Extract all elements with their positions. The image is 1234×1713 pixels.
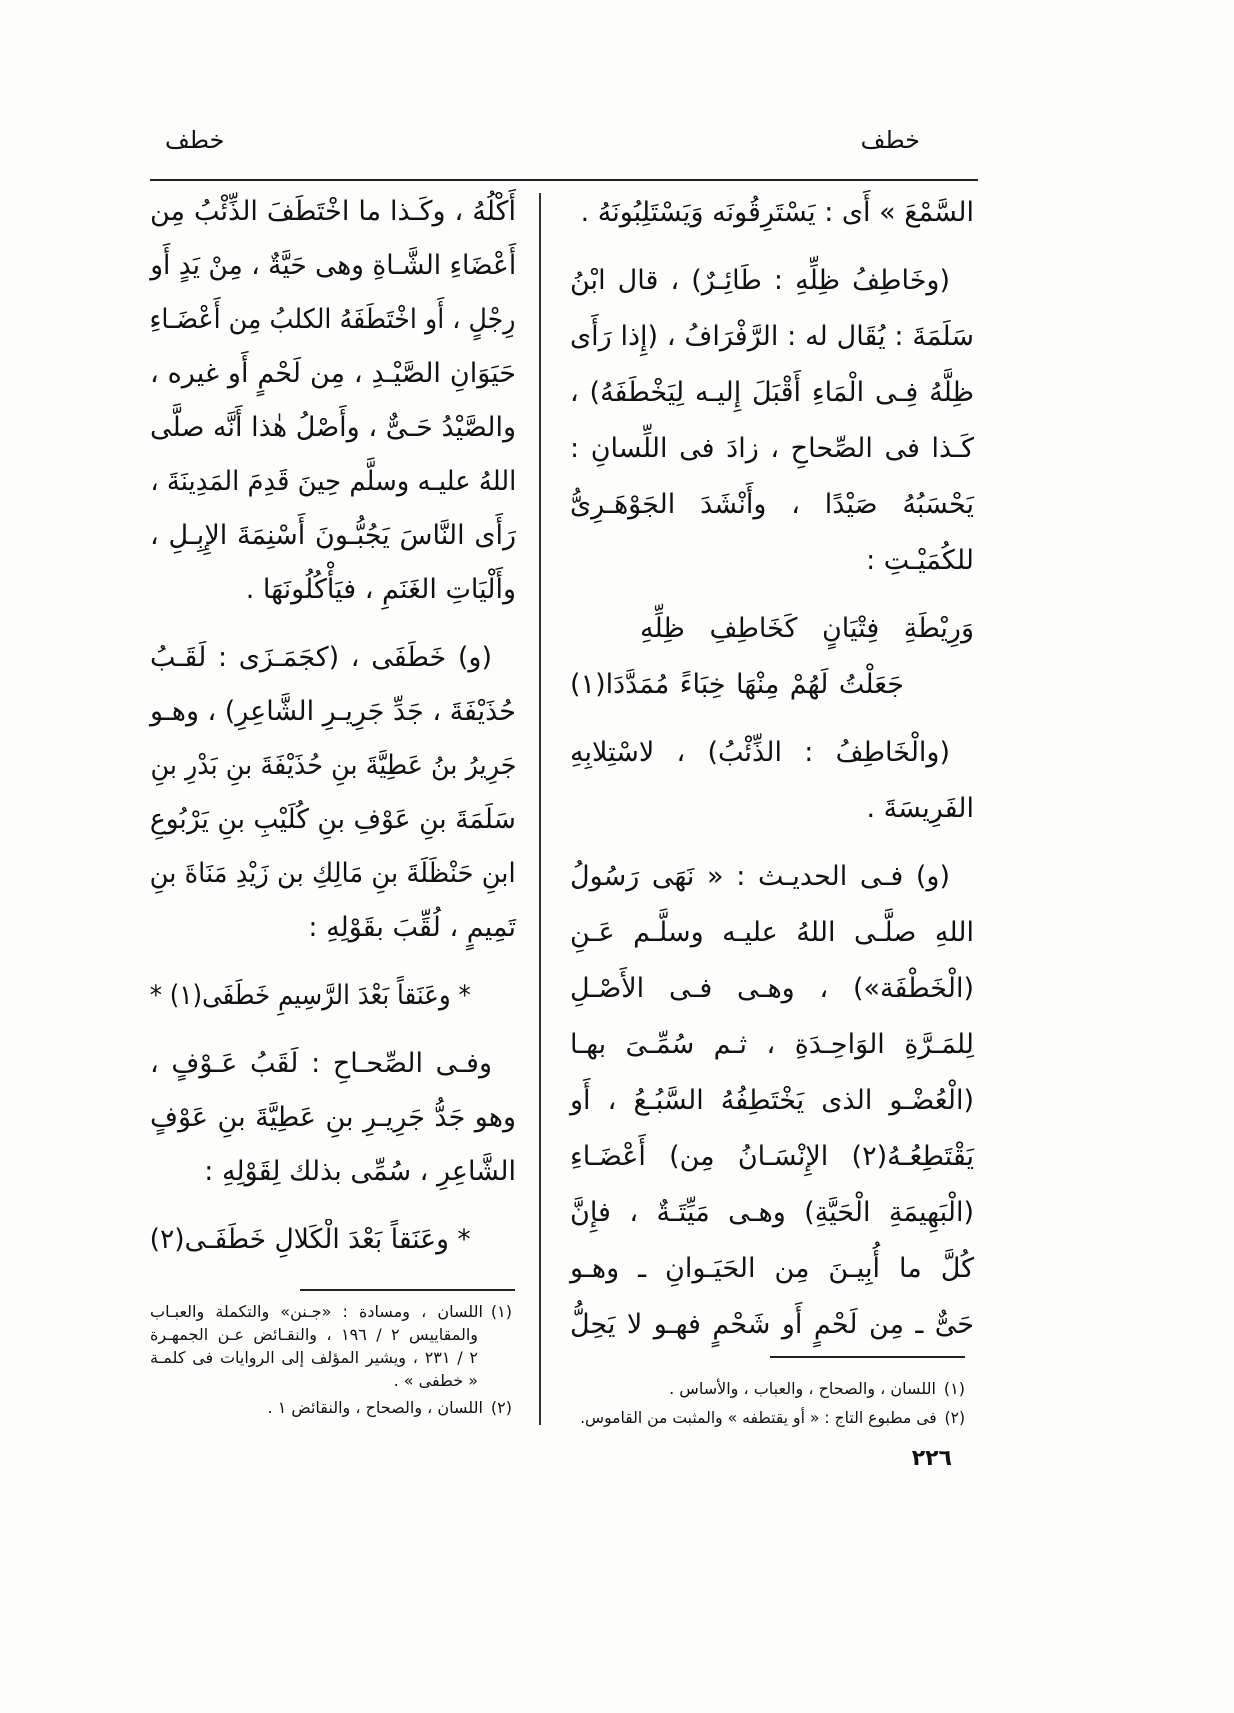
- line-wrapper: [150, 358, 516, 389]
- line-text: للكُمَيْـتِ :: [866, 545, 974, 576]
- line-text: كَـذا فى الصِّحاحِ ، زادَ فى اللِّسانِ :: [570, 433, 974, 464]
- line-text: (و) فـى الحديـث : « نَهَى رَسُولُ: [570, 861, 950, 892]
- line-wrapper: [308, 912, 516, 943]
- line-wrapper: [150, 1325, 478, 1344]
- line-wrapper: [150, 196, 516, 227]
- text-line: [150, 631, 516, 685]
- text-line: [150, 185, 516, 239]
- footnote-marker: (٢): [490, 1398, 512, 1417]
- line-wrapper: [150, 455, 516, 509]
- line-wrapper: [570, 1029, 974, 1060]
- line-wrapper: [204, 1156, 516, 1187]
- text-line: [150, 1091, 516, 1145]
- text-line: [570, 1073, 974, 1129]
- left-column: [150, 185, 516, 1267]
- text-line: [150, 239, 516, 293]
- paragraph: [150, 185, 516, 617]
- text-line: [570, 1297, 974, 1353]
- footnote-text: اللسان ، ومسادة : «جـنن» والتكملة والعبـاب: [150, 1302, 483, 1321]
- running-head-right: خطف: [860, 126, 920, 154]
- line-text: والصَّيْدُ حَـىٌّ ، وأَصْلُ هٰذا أَنَّه صلَّى: [150, 412, 516, 443]
- line-text: * وعَنَقاً بَعْدَ الرَّسِيمِ خَطَفَى(١) *: [150, 980, 471, 1011]
- text-line: [150, 901, 516, 955]
- line-text: تَمِيمٍ ، لُقِّبَ بقَوْلِهِ :: [308, 912, 516, 943]
- left-footnotes: [150, 1300, 512, 1419]
- footnote-line: [580, 1405, 965, 1430]
- line-wrapper: [570, 1197, 974, 1228]
- text-line: [570, 185, 974, 241]
- line-text: أَكْلُهُ ، وكَـذا ما اخْتَطَفَ الذِّئْبُ مِن: [150, 196, 516, 227]
- footnote-text: اللسان ، والصحاح ، والنقائض ١ .: [267, 1398, 483, 1417]
- footnote-marker: (١): [490, 1302, 512, 1321]
- text-line: [570, 725, 974, 781]
- line-text: سَلَمَةَ بنِ عَوْفِ بنِ كُلَيْبِ بنِ يَرْبُوعِ: [150, 804, 516, 835]
- line-text: الشَّاعِرِ ، سُمِّى بذلك لِقَوْلِهِ :: [204, 1156, 516, 1187]
- footnote-line: [150, 1346, 512, 1369]
- running-head-left: خطف: [165, 126, 225, 154]
- line-wrapper: [150, 739, 516, 793]
- line-wrapper: [570, 489, 974, 520]
- right-column: [570, 185, 974, 1353]
- text-line: [150, 1037, 516, 1091]
- line-wrapper: [150, 969, 471, 1023]
- line-wrapper: [150, 412, 516, 443]
- line-wrapper: [866, 545, 974, 576]
- verse-line: [150, 969, 516, 1023]
- paragraph: [570, 185, 974, 241]
- line-wrapper: [570, 433, 974, 464]
- line-text: حَيَوَانِ الصَّيْـدِ ، مِن لَحْمٍ أَو غيره ،: [150, 358, 516, 389]
- text-line: [570, 1129, 974, 1185]
- line-text: لِلمَـرَّةِ الوَاحِـدَةِ ، ثـم سُمِّـىَ بهـا: [570, 1029, 974, 1060]
- text-line: [570, 961, 974, 1017]
- footnote-marker: (٢): [944, 1408, 965, 1427]
- text-line: [150, 563, 516, 617]
- line-wrapper: [150, 1213, 471, 1267]
- footnote-text: ٢ / ٢٣١ ، ويشير المؤلف إلى الروايات فى كلمـة: [150, 1348, 479, 1367]
- line-text: كُلَّ ما أُبِيـنَ مِن الحَيَـوانِ ـ وهـو: [570, 1253, 974, 1284]
- line-wrapper: [150, 1348, 478, 1367]
- verse-line: [150, 1213, 516, 1267]
- line-text: وَرِيْطَةِ فِتْيَانٍ كَخَاطِفِ ظِلِّهِ: [640, 613, 974, 644]
- footnote: [150, 1396, 512, 1419]
- line-wrapper: [570, 669, 904, 700]
- line-wrapper: [150, 685, 516, 739]
- line-wrapper: [570, 377, 974, 408]
- header-rule: [150, 179, 978, 181]
- line-wrapper: [570, 1085, 974, 1116]
- line-text: وأَلْيَاتِ الغَنَمِ ، فيَأْكُلُونَهَا .: [245, 574, 516, 605]
- text-line: [570, 253, 974, 309]
- line-text: رَأَى النَّاسَ يَجُبُّـونَ أَسْنِمَةَ الإِبِـلِ ،: [150, 520, 516, 551]
- line-text: الفَرِيسَةَ .: [866, 793, 974, 824]
- text-line: [150, 455, 516, 509]
- line-text: جَرِيرُ بنُ عَطِيَّةَ بنِ حُذَيْفَةَ بنِ بَدْرِ بنِ: [150, 750, 516, 781]
- line-wrapper: [150, 793, 516, 847]
- verse-line: [570, 601, 974, 657]
- text-line: [570, 533, 974, 589]
- text-line: [570, 421, 974, 477]
- line-text: (الْخَطْفَة») ، وهـى فـى الأَصْـلِ: [570, 973, 974, 1004]
- line-wrapper: [570, 265, 950, 296]
- text-line: [150, 293, 516, 347]
- line-text: ابنِ حَنْظَلَةَ بنِ مَالِكِ بن زَيْدِ مَنَاةَ بنِ: [150, 858, 516, 889]
- line-wrapper: [246, 574, 516, 605]
- line-text: أَعْضَاءِ الشَّـاةِ وهى حَيَّةٌ ، مِنْ يَدٍ أَو: [150, 250, 516, 281]
- footnote-text: اللسان ، والصحاح ، والعباب ، والأساس .: [669, 1379, 936, 1398]
- text-line: [150, 847, 516, 901]
- verse-block: [570, 601, 974, 713]
- footnote-text: فى مطبوع التاج : « أو يقتطفه » والمثبت من القاموس.: [580, 1408, 937, 1427]
- line-wrapper: [570, 861, 950, 892]
- footnote-line: [150, 1369, 512, 1392]
- line-wrapper: [150, 1048, 492, 1079]
- footnote: [150, 1300, 512, 1392]
- line-wrapper: [268, 1398, 512, 1417]
- line-wrapper: [150, 239, 516, 293]
- text-line: [150, 401, 516, 455]
- line-wrapper: [150, 1302, 512, 1321]
- line-text: (الْعُضْـو الذى يَخْتَطِفُهُ السَّبُـعُ ، أَو: [570, 1085, 974, 1116]
- footnote-text: « خطفى » .: [393, 1371, 478, 1390]
- text-line: [570, 849, 974, 905]
- line-text: * وعَنَقاً بَعْدَ الْكَلالِ خَطَفَـى(٢): [150, 1224, 471, 1255]
- line-text: سَلَمَةَ : يُقَال له : الرَّفْرَافُ ، (إِذا رَأَى: [570, 321, 974, 352]
- line-text: (و) خَطَفَى ، (كجَمَـزَى : لَقَـبُ: [150, 642, 492, 673]
- text-line: [150, 509, 516, 563]
- right-footnotes: [580, 1376, 965, 1430]
- line-wrapper: [150, 293, 516, 347]
- line-text: حَىٌّ ـ مِن لَحْمٍ أَو شَحْمٍ فهـو لا يَحِلُّ: [570, 1309, 974, 1340]
- paragraph: [570, 253, 974, 589]
- line-wrapper: [150, 847, 516, 901]
- text-line: [150, 347, 516, 401]
- line-text: (الْبَهِيمَةِ الْحَيَّةِ) وهـى مَيِّتَـةٌ ، فإِنَّ: [570, 1197, 974, 1228]
- line-text: يَحْسَبُهُ صَيْدًا ، وأَنْشَدَ الجَوْهَـرِىُّ: [570, 489, 974, 520]
- line-text: اللهُ عليـه وسلَّم حِينَ قَدِمَ المَدِينَةَ ،: [150, 466, 516, 497]
- text-line: [570, 309, 974, 365]
- verse-block: [150, 1213, 516, 1267]
- footnote-line: [150, 1396, 512, 1419]
- line-wrapper: [570, 1141, 974, 1172]
- column-divider: [539, 193, 541, 1425]
- line-wrapper: [570, 1309, 974, 1340]
- text-line: [150, 1145, 516, 1199]
- paragraph: [570, 849, 974, 1353]
- line-text: ظِلَّهُ فِـى الْمَاءِ أَقْبَلَ إِليـه لِيَخْطَفَهُ) ،: [570, 377, 974, 408]
- line-text: يَقْتَطِعُـهُ(٢) الإِنْسَـانُ مِن) أَعْضَـاءِ: [570, 1141, 974, 1172]
- line-wrapper: [570, 321, 974, 352]
- paragraph: [150, 631, 516, 955]
- text-line: [570, 781, 974, 837]
- footnote-text: والمقاييس ٢ / ١٩٦ ، والنقـائض عـن الجمهـرة: [150, 1325, 479, 1344]
- line-wrapper: [570, 973, 974, 1004]
- footnote: [580, 1405, 965, 1430]
- line-wrapper: [570, 737, 950, 768]
- footnote: [580, 1376, 965, 1401]
- page-number: ٢٢٦: [911, 1446, 952, 1471]
- text-line: [570, 365, 974, 421]
- verse-block: [150, 969, 516, 1023]
- footnote-marker: (١): [943, 1379, 965, 1398]
- text-line: [570, 905, 974, 961]
- paragraph: [570, 725, 974, 837]
- footnote-line: [150, 1323, 512, 1346]
- line-text: (والْخَاطِفُ : الذِّئْبُ) ، لاسْتِلابِهِ: [570, 737, 950, 768]
- text-line: [570, 1017, 974, 1073]
- text-line: [570, 1185, 974, 1241]
- text-line: [150, 685, 516, 739]
- line-wrapper: [150, 1102, 516, 1133]
- line-text: اللهِ صلَّـى اللهُ عليـه وسلَّـم عَـنِ: [570, 917, 974, 948]
- line-text: وهو جَدُّ جَرِيـرِ بنِ عَطِيَّةَ بنِ عَوْفٍ: [150, 1102, 516, 1133]
- line-text: وفـى الصِّحـاحِ : لَقَبُ عَـوْفٍ ،: [150, 1048, 492, 1079]
- line-wrapper: [580, 1405, 965, 1430]
- text-line: [150, 793, 516, 847]
- line-wrapper: [394, 1371, 478, 1390]
- line-text: السَّمْعَ » أَى : يَسْتَرِقُونَه وَيَسْتَلِبُونَهُ .: [580, 197, 974, 228]
- line-text: رِجْلٍ ، أَو اخْتَطَفَهُ الكلبُ مِن أَعْضَـاءِ: [150, 304, 516, 335]
- line-wrapper: [581, 197, 974, 228]
- right-footnote-rule: [770, 1356, 965, 1358]
- text-line: [150, 739, 516, 793]
- line-wrapper: [669, 1379, 965, 1398]
- text-line: [570, 477, 974, 533]
- line-wrapper: [150, 642, 492, 673]
- verse-line: [570, 657, 974, 713]
- footnote-line: [580, 1376, 965, 1401]
- line-wrapper: [570, 917, 974, 948]
- line-wrapper: [570, 1253, 974, 1284]
- footnote-line: [150, 1300, 512, 1323]
- text-line: [570, 1241, 974, 1297]
- line-wrapper: [866, 793, 974, 824]
- line-wrapper: [640, 613, 974, 644]
- line-wrapper: [150, 520, 516, 551]
- left-footnote-rule: [300, 1289, 515, 1291]
- paragraph: [150, 1037, 516, 1199]
- line-text: جَعَلْتُ لَهُمْ مِنْهَا خِبَاءً مُمَدَّدَا(١): [570, 669, 904, 700]
- line-text: حُذَيْفَةَ ، جَدِّ جَرِيـرِ الشَّاعِرِ) ، وهـو: [150, 696, 516, 727]
- line-text: (وخَاطِفُ ظِلِّهِ : طَائِـرٌ) ، قال ابْنُ: [570, 265, 950, 296]
